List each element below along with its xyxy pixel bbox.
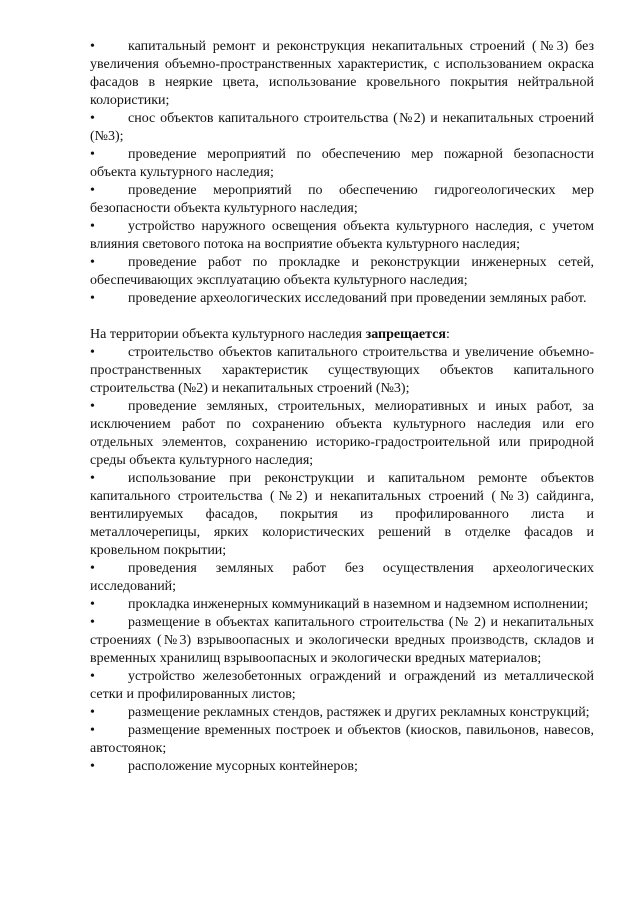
- bullet: •: [90, 561, 95, 576]
- list-item: • размещение в объектах капитального строительства (№ 2) и некапитальных строениях (№3) взрывоопасных и экологически вредных производств, складов и временных хранилищ взрывоопасных и экологически вредных материалов;: [90, 615, 594, 666]
- list-item: • прокладка инженерных коммуникаций в наземном и надземном исполнении;: [90, 597, 589, 612]
- bullet: •: [90, 597, 95, 612]
- list-item: • строительство объектов капитального строительства и увеличение объемно-пространственных характеристик существующих объектов капитального строительства (№2) и некапитальных строений (№3);: [90, 345, 594, 396]
- bullet: •: [90, 399, 95, 414]
- list-item: • капитальный ремонт и реконструкция некапитальных строений (№3) без увеличения объемно-пространственных характеристик, с использованием окраска фасадов в неяркие цвета, использование кровельного покрытия нейтральной колористики;: [90, 39, 594, 108]
- list-item: • устройство железобетонных ограждений и ограждений из металлической сетки и профилированных листов;: [90, 669, 594, 702]
- bullet: •: [90, 345, 95, 360]
- permitted-list: [90, 38, 594, 308]
- list-item: • проведение земляных, строительных, мелиоративных и иных работ, за исключением работ по сохранению объекта культурного наследия или его отдельных элементов, сохранению историко-градостроительной или природной среды объекта культурного наследия;: [90, 399, 594, 468]
- bullet: •: [90, 291, 95, 306]
- prohibited-list: [90, 344, 594, 776]
- bullet: •: [90, 471, 95, 486]
- bullet: •: [90, 669, 95, 684]
- bullet: •: [90, 255, 95, 270]
- list-item: • проведение мероприятий по обеспечению гидрогеологических мер безопасности объекта культурного наследия;: [90, 183, 594, 216]
- bullet: •: [90, 615, 95, 630]
- list-item: • размещение временных построек и объектов (киосков, павильонов, навесов, автостоянок;: [90, 723, 594, 756]
- bullet: •: [90, 183, 95, 198]
- list-item: • размещение рекламных стендов, растяжек и других рекламных конструкций;: [90, 705, 590, 720]
- prohibition-emphasis: запрещается: [365, 327, 446, 342]
- list-item: • снос объектов капитального строительства (№2) и некапитальных строений (№3);: [90, 111, 594, 144]
- prohibition-heading: На территории объекта культурного наследия запрещается:: [90, 327, 450, 342]
- list-item: • проведения земляных работ без осуществления археологических исследований;: [90, 561, 594, 594]
- bullet: •: [90, 723, 95, 738]
- bullet: •: [90, 111, 95, 126]
- bullet: •: [90, 39, 95, 54]
- bullet: •: [90, 705, 95, 720]
- bullet: •: [90, 219, 95, 234]
- list-item: • использование при реконструкции и капитальном ремонте объектов капитального строительства (№2) и некапитальных строений (№3) сайдинга, вентилируемых фасадов, покрытия из профилированного листа и металлочерепицы, ярких колористических решений в отделке фасадов и кровельном покрытии;: [90, 471, 594, 558]
- list-item: • устройство наружного освещения объекта культурного наследия, с учетом влияния светового потока на восприятие объекта культурного наследия;: [90, 219, 594, 252]
- document-page: [90, 38, 594, 776]
- bullet: •: [90, 147, 95, 162]
- list-item: • проведение работ по прокладке и реконструкции инженерных сетей, обеспечивающих эксплуатацию объекта культурного наследия;: [90, 255, 594, 288]
- bullet: •: [90, 759, 95, 774]
- list-item: • проведение археологических исследований при проведении земляных работ.: [90, 291, 587, 306]
- list-item: • расположение мусорных контейнеров;: [90, 759, 358, 774]
- list-item: • проведение мероприятий по обеспечению мер пожарной безопасности объекта культурного наследия;: [90, 147, 594, 180]
